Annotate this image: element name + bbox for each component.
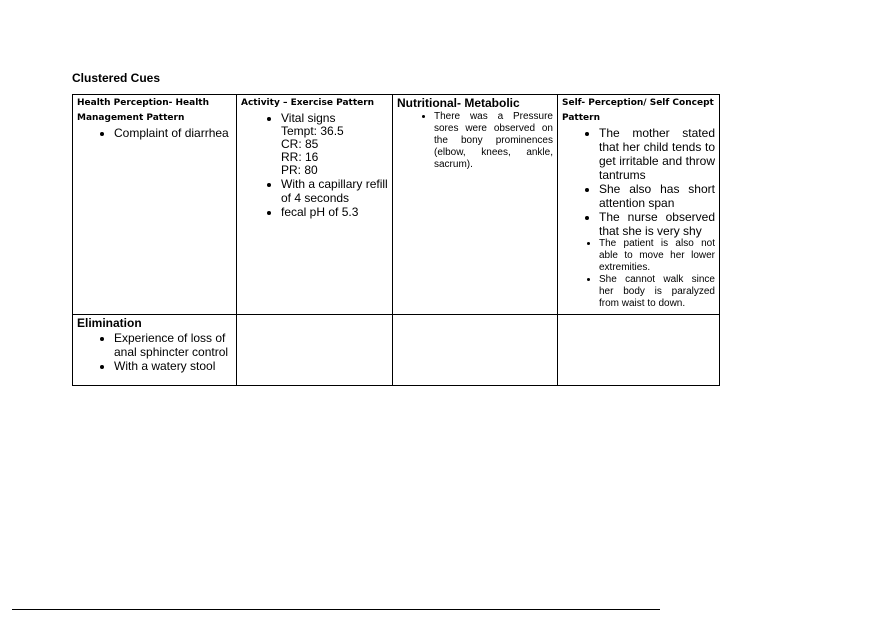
list-item: • There was a Pressure sores were observed on the bony prominences (elbow, knees, ankle, sacrum). xyxy=(434,111,553,171)
self-perception-header: Self- Perception/ Self Concept Pattern xyxy=(562,98,714,123)
elimination-list xyxy=(77,331,232,373)
table-row xyxy=(73,95,720,315)
page-title: Clustered Cues xyxy=(72,71,161,85)
list-item: • The nurse observed that she is very shy xyxy=(599,210,715,238)
list-item: • Experience of loss of anal sphincter control xyxy=(114,331,232,359)
health-perception-list xyxy=(77,126,232,140)
health-perception-header: Health Perception- Health Management Pattern xyxy=(77,98,210,123)
footer-rule xyxy=(12,609,660,610)
elimination-cell xyxy=(73,315,237,386)
list-item: • Complaint of diarrhea xyxy=(114,126,232,140)
empty-cell xyxy=(237,315,393,386)
list-item: • She cannot walk since her body is paralyzed from waist to down. xyxy=(599,274,715,310)
list-item: • The mother stated that her child tends to get irritable and throw tantrums xyxy=(599,126,715,182)
nutritional-metabolic-header: Nutritional- Metabolic xyxy=(397,96,520,110)
activity-exercise-header: Activity – Exercise Pattern xyxy=(241,98,375,108)
list-item: • With a watery stool xyxy=(114,359,232,373)
list-item: • The patient is also not able to move her lower extremities. xyxy=(599,238,715,274)
nutritional-metabolic-list xyxy=(397,111,553,171)
vitals-list xyxy=(281,125,388,177)
self-perception-list xyxy=(562,126,715,310)
clustered-cues-table xyxy=(72,94,720,386)
vital-value: RR: 16 xyxy=(281,150,319,164)
vital-value: PR: 80 xyxy=(281,163,318,177)
list-item: • fecal pH of 5.3 xyxy=(281,205,388,219)
nutritional-metabolic-cell xyxy=(393,95,558,315)
self-perception-cell xyxy=(558,95,720,315)
list-item xyxy=(281,111,388,177)
empty-cell xyxy=(558,315,720,386)
table-row xyxy=(73,315,720,386)
elimination-header: Elimination xyxy=(77,316,142,330)
vital-signs-label: Vital signs xyxy=(281,111,336,125)
activity-exercise-cell xyxy=(237,95,393,315)
list-item: • She also has short attention span xyxy=(599,182,715,210)
vital-value: CR: 85 xyxy=(281,137,319,151)
vital-value: Tempt: 36.5 xyxy=(281,124,344,138)
activity-exercise-list xyxy=(241,111,388,219)
empty-cell xyxy=(393,315,558,386)
list-item: • With a capillary refill of 4 seconds xyxy=(281,177,388,205)
health-perception-cell xyxy=(73,95,237,315)
